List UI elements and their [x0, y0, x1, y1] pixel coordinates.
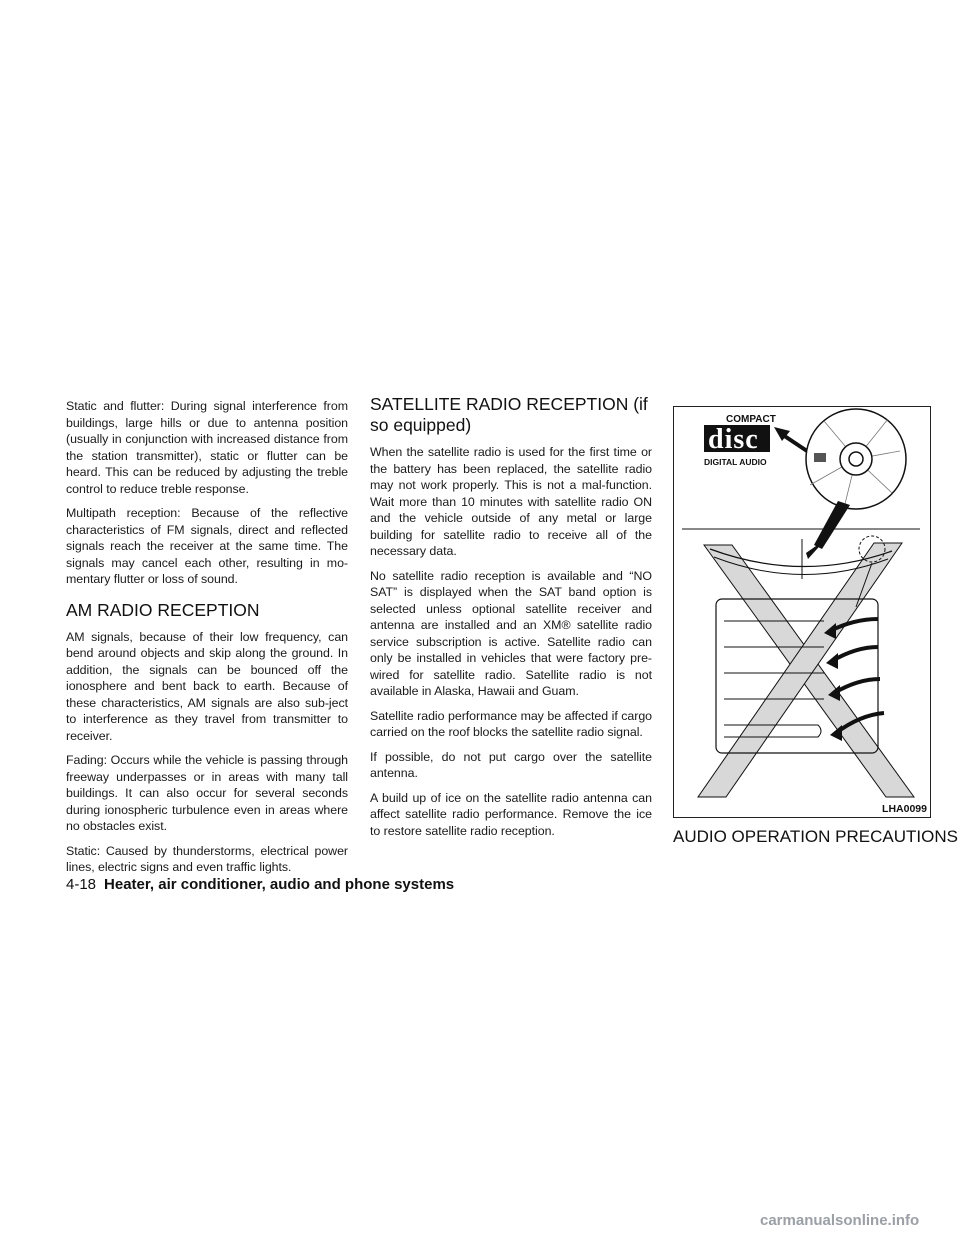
multipath-paragraph: Multipath reception: Because of the reflective characteristics of FM signals, direct and reflected signals reach the receiver at the same time. The signals may cancel each other, resulting in mo-mentary flutter or loss of sound. [66, 506, 348, 586]
no-sat-paragraph: No satellite radio reception is available and “NO SAT” is displayed when the SAT band option is selected unless optional satellite receiver and antenna are installed and an XM® satellite radio service subscription is active. Satellite radio can only be installed in vehicles that were factory pre-wired for satellite radio. Satellite radio is not available in Alaska, Hawaii and Guam. [370, 568, 652, 698]
logo-disc-text: disc [708, 424, 759, 455]
chapter-title: Heater, air conditioner, audio and phone systems [104, 876, 455, 893]
right-column [673, 398, 958, 855]
static-flutter-paragraph: Static and flutter: During signal interference from buildings, large hills or due to antenna position (usually in conjunction with increased distance from the station transmitter), static or flutter can be heard. This can be reduced by adjusting the treble control to reduce treble response. [66, 399, 348, 496]
ice-paragraph: A build up of ice on the satellite radio antenna can affect satellite radio performance. Remove the ice to restore satellite radio reception. [370, 790, 652, 838]
middle-column [370, 394, 652, 847]
static-paragraph: Static: Caused by thunderstorms, electrical power lines, electric signs and even traffic lights. [66, 843, 348, 874]
left-column [66, 398, 348, 884]
cd-warning-figure [673, 406, 931, 818]
logo-arrow-icon [774, 427, 810, 453]
compact-disc-logo [704, 414, 776, 467]
am-radio-heading: AM RADIO RECEPTION [66, 599, 260, 620]
watermark: carmanualsonline.info [760, 1212, 920, 1229]
antenna-cargo-paragraph: If possible, do not put cargo over the satellite antenna. [370, 749, 652, 780]
cargo-paragraph: Satellite radio performance may be affected if cargo carried on the roof blocks the satellite radio signal. [370, 708, 652, 739]
page-footer [66, 876, 454, 893]
logo-digital-audio-text: DIGITAL AUDIO [704, 457, 767, 467]
first-use-paragraph: When the satellite radio is used for the first time or the battery has been replaced, the satellite radio may not work properly. This is not a mal-function. Wait more than 10 minutes with satellite radio ON and the vehicle outside of any metal or large building for satellite radio to receive all of the necessary data. [370, 445, 652, 558]
prohibited-x-icon [698, 543, 914, 797]
insert-arrow-icon [806, 501, 850, 559]
am-signals-paragraph: AM signals, because of their low frequency, can bend around objects and skip along the ground. In addition, the signals can be bounced off the ionosphere and bent back to earth. Because of these characteristics, AM signals are also sub-ject to interference as they travel from transmitter to receiver. [66, 629, 348, 743]
page-number: 4-18 [66, 876, 97, 893]
figure-code: LHA0099 [882, 803, 927, 815]
cd-illustration [674, 407, 930, 817]
disc-icon [806, 409, 906, 509]
satellite-radio-heading: SATELLITE RADIO RECEPTION (if so equipped) [370, 394, 648, 435]
fading-paragraph: Fading: Occurs while the vehicle is passing through freeway underpasses or in areas with many tall buildings. It can also occur for several seconds during ionospheric turbulence even in areas where no obstacles exist. [66, 753, 348, 833]
audio-precautions-heading: AUDIO OPERATION PRECAUTIONS [673, 827, 958, 846]
logo-compact-text: COMPACT [726, 414, 776, 425]
